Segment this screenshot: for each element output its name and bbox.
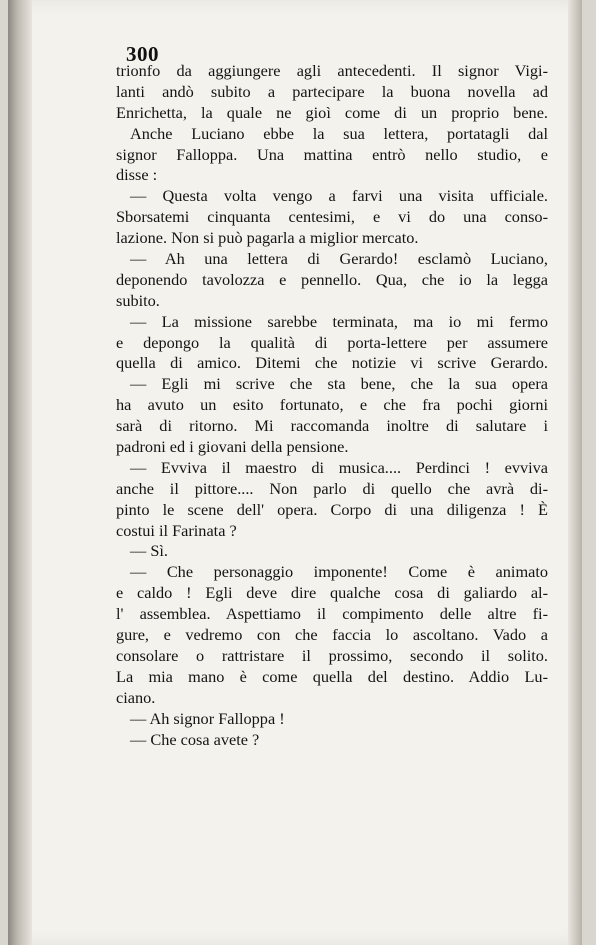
text-line: padroni ed i giovani della pensione. bbox=[116, 437, 349, 457]
text-line: e depongo la qualità di porta-lettere per assumere bbox=[116, 332, 548, 352]
text-line: Sborsatemi cinquanta centesimi, e vi do una conso- bbox=[116, 207, 548, 227]
text-line: e caldo ! Egli deve dire qualche cosa di galiardo al- bbox=[116, 583, 548, 603]
text-line: ha avuto un esito fortunato, e che fra pochi giorni bbox=[116, 395, 548, 415]
book-page bbox=[8, 0, 582, 945]
text-line: La mia mano è come quella del destino. Addio Lu- bbox=[116, 666, 548, 686]
text-line: consolare o rattristare il prossimo, secondo il solito. bbox=[116, 645, 548, 665]
text-line: deponendo tavolozza e pennello. Qua, che io la legga bbox=[116, 269, 548, 289]
text-line: — Questa volta vengo a farvi una visita ufficiale. bbox=[130, 186, 548, 206]
text-line: lazione. Non si può pagarla a miglior mercato. bbox=[116, 228, 419, 248]
text-line: disse : bbox=[116, 165, 158, 185]
text-line: — Che personaggio imponente! Come è animato bbox=[130, 562, 548, 582]
page-edge-shadow bbox=[568, 0, 582, 945]
text-line: gure, e vedremo con che faccia lo ascoltano. Vado a bbox=[116, 625, 548, 645]
page-gutter-shadow bbox=[8, 0, 32, 945]
page-number: 300 bbox=[126, 42, 159, 66]
text-line: — Ah una lettera di Gerardo! esclamò Luciano, bbox=[130, 249, 548, 269]
text-line: pinto le scene dell' opera. Corpo di una diligenza ! È bbox=[116, 499, 548, 519]
text-line: — Che cosa avete ? bbox=[130, 729, 260, 749]
text-line: — La missione sarebbe terminata, ma io mi fermo bbox=[130, 311, 548, 331]
text-line: l' assemblea. Aspettiamo il compimento delle altre fi- bbox=[116, 604, 548, 624]
text-line: — Sì. bbox=[130, 541, 169, 561]
text-line: — Ah signor Falloppa ! bbox=[130, 708, 285, 728]
text-line: lanti andò subito a partecipare la buona novella ad bbox=[116, 81, 548, 101]
text-line: Anche Luciano ebbe la sua lettera, portatagli dal bbox=[130, 123, 548, 143]
text-line: Enrichetta, la quale ne gioì come di un proprio bene. bbox=[116, 102, 548, 122]
text-line: anche il pittore.... Non parlo di quello che avrà di- bbox=[116, 478, 548, 498]
text-line: subito. bbox=[116, 290, 160, 310]
text-line: signor Falloppa. Una mattina entrò nello studio, e bbox=[116, 144, 548, 164]
text-line: — Evviva il maestro di musica.... Perdinci ! evviva bbox=[130, 457, 548, 477]
text-line: — Egli mi scrive che sta bene, che la sua opera bbox=[130, 374, 548, 394]
text-line: ciano. bbox=[116, 687, 156, 707]
text-line: sarà di ritorno. Mi raccomanda inoltre di salutare i bbox=[116, 416, 548, 436]
text-line: costui il Farinata ? bbox=[116, 520, 237, 540]
body-text bbox=[116, 61, 548, 750]
text-line: quella di amico. Ditemi che notizie vi scrive Gerardo. bbox=[116, 353, 548, 373]
text-line: trionfo da aggiungere agli antecedenti. Il signor Vigi- bbox=[116, 61, 548, 80]
